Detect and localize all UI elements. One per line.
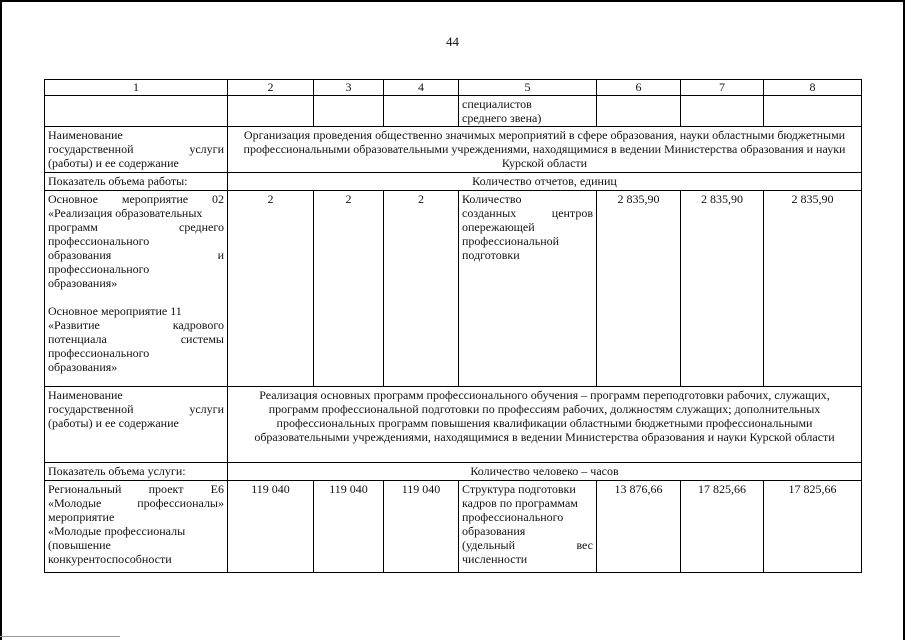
cont-text-line: среднего звена)	[462, 111, 542, 125]
header-col-5: 5	[459, 80, 597, 96]
cont-text-line: специалистов	[462, 97, 532, 111]
label-line: (работы) и ее содержание	[48, 156, 179, 170]
label-line: государственной услуги	[48, 402, 224, 416]
indicator-line: Количество	[462, 192, 522, 206]
event2-value-col3: 119 040	[314, 481, 384, 573]
indicator-line: подготовки	[462, 248, 520, 262]
event2-value-col6: 13 876,66	[597, 481, 681, 573]
event2-value-col7: 17 825,66	[681, 481, 764, 573]
event-line: (повышение	[48, 538, 111, 552]
event-line: «Развитие кадрового	[48, 318, 224, 332]
service-label-1	[45, 127, 228, 173]
header-col-2: 2	[228, 80, 314, 96]
event-line: Основное мероприятие 11	[48, 304, 182, 318]
event-line: «Молодые профессионалы»	[48, 496, 224, 510]
event2-value-col2: 119 040	[228, 481, 314, 573]
header-col-1: 1	[45, 80, 228, 96]
event-indicator-2	[459, 481, 597, 573]
event-value-col8: 2 835,90	[764, 191, 862, 387]
page-left-edge	[0, 0, 2, 640]
event-description-1	[45, 191, 228, 387]
event-line: образования»	[48, 276, 118, 290]
event-line: мероприятие	[48, 510, 115, 524]
service-row-1	[45, 127, 862, 173]
service-label-2	[45, 387, 228, 463]
cont-cell-7	[681, 96, 764, 127]
document-table	[44, 79, 862, 573]
event-description-2	[45, 481, 228, 573]
indicator-line: Структура подготовки	[462, 482, 576, 496]
event-line: образования и	[48, 248, 224, 262]
indicator-line: (удельный вес	[462, 538, 593, 552]
header-col-6: 6	[597, 80, 681, 96]
indicator-line: опережающей	[462, 220, 535, 234]
cont-cell-5	[459, 96, 597, 127]
indicator-line: созданных центров	[462, 206, 593, 220]
event-value-col6: 2 835,90	[597, 191, 681, 387]
event-line: профессионального	[48, 346, 150, 360]
volume-label-1: Показатель объема работы:	[45, 173, 228, 191]
label-line: Наименование	[48, 388, 123, 402]
page-top-edge	[0, 0, 905, 2]
volume-value-2: Количество человеко – часов	[228, 463, 862, 481]
event-value-col2: 2	[228, 191, 314, 387]
event-line: «Молодые профессионалы	[48, 524, 186, 538]
volume-label-2: Показатель объема услуги:	[45, 463, 228, 481]
header-col-7: 7	[681, 80, 764, 96]
event-value-col7: 2 835,90	[681, 191, 764, 387]
indicator-line: профессионального	[462, 510, 564, 524]
event-value-col3: 2	[314, 191, 384, 387]
volume-row-2	[45, 463, 862, 481]
event-line: профессионального	[48, 234, 150, 248]
event-line: конкурентоспособности	[48, 552, 172, 566]
event-value-col4: 2	[384, 191, 459, 387]
event-row-1	[45, 191, 862, 387]
event-line: программ среднего	[48, 220, 224, 234]
event2-value-col8: 17 825,66	[764, 481, 862, 573]
label-line: государственной услуги	[48, 142, 224, 156]
event-line: Региональный проект Е6	[48, 482, 224, 496]
volume-row-1	[45, 173, 862, 191]
event-indicator-1	[459, 191, 597, 387]
indicator-line: профессиональной	[462, 234, 560, 248]
event-line: образования»	[48, 360, 118, 374]
indicator-line: кадров по программам	[462, 496, 578, 510]
header-col-3: 3	[314, 80, 384, 96]
service-row-2	[45, 387, 862, 463]
page-number: 44	[446, 34, 459, 49]
header-col-4: 4	[384, 80, 459, 96]
cont-cell-3	[314, 96, 384, 127]
event-line: Основное мероприятие 02	[48, 192, 224, 206]
indicator-line: численности	[462, 552, 528, 566]
cont-cell-6	[597, 96, 681, 127]
event-line: «Реализация образовательных	[48, 206, 203, 220]
header-col-8: 8	[764, 80, 862, 96]
volume-value-1: Количество отчетов, единиц	[228, 173, 862, 191]
event-spacer	[48, 290, 224, 304]
label-line: (работы) и ее содержание	[48, 416, 179, 430]
bottom-edge-mark	[0, 636, 120, 637]
cont-cell-2	[228, 96, 314, 127]
continuation-row	[45, 96, 862, 127]
service-description-2: Реализация основных программ профессионального обучения – программ переподготовки рабочих, служащих, программ профессиональной подготовки по профессиям рабочих, должностям служащих; дополнительных профессиональных программ повышения квалификации областными бюджетными профессиональными образовательными учреждениями, находящимися в ведении Министерства образования и науки Курской области	[228, 387, 862, 463]
service-description-1: Организация проведения общественно значимых мероприятий в сфере образования, науки областными бюджетными профессиональными образовательными учреждениями, находящимися в ведении Министерства образования и науки Курской области	[228, 127, 862, 173]
indicator-line: образования	[462, 524, 526, 538]
cont-cell-4	[384, 96, 459, 127]
event-row-2	[45, 481, 862, 573]
event-line: профессионального	[48, 262, 150, 276]
header-row	[45, 80, 862, 96]
cont-cell-8	[764, 96, 862, 127]
event-line: потенциала системы	[48, 332, 224, 346]
event2-value-col4: 119 040	[384, 481, 459, 573]
cont-cell-1	[45, 96, 228, 127]
label-line: Наименование	[48, 128, 123, 142]
